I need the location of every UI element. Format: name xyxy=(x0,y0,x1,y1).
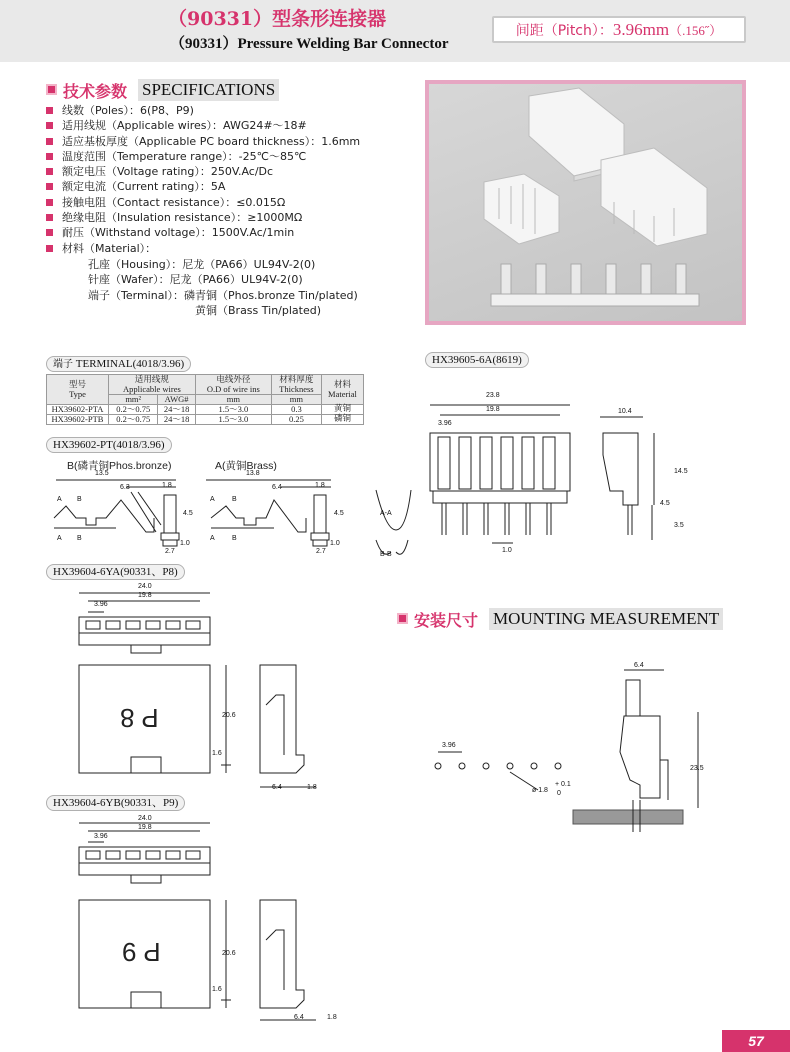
col-material xyxy=(321,375,363,405)
bullet-icon xyxy=(46,168,53,175)
spec-item xyxy=(46,103,426,118)
dim-label: 6.3 xyxy=(120,484,130,491)
subcol-mm2: mm² xyxy=(109,395,158,405)
spec-item xyxy=(46,179,426,194)
housing-mark: P 9 xyxy=(122,937,161,967)
dim-label: 6.4 xyxy=(272,784,282,791)
pitch-mm: 3.96mm xyxy=(612,20,670,39)
pt-label-a: A(黄铜Brass) xyxy=(215,460,277,472)
col-wires-cn: 适用线规 xyxy=(134,375,169,385)
dim-label: 13.5 xyxy=(95,470,109,477)
hx39605-tag: HX39605-6A(8619) xyxy=(425,352,529,368)
spec-text: 额定电流（Current rating）：5A xyxy=(62,180,226,194)
dim-label: 10.4 xyxy=(618,408,632,415)
terminal-pt-drawing xyxy=(46,470,416,565)
cell-type: HX39602-PTB xyxy=(47,415,109,425)
spec-item xyxy=(46,241,426,256)
hx6yb-drawing xyxy=(76,815,336,1025)
dim-label: 2.7 xyxy=(316,548,326,555)
bullet-icon xyxy=(46,245,53,252)
dim-label: 6.4 xyxy=(272,484,282,491)
section-label: A-A xyxy=(380,510,392,517)
page-title-en: （90331）Pressure Welding Bar Connector xyxy=(170,36,449,52)
dim-label: 1.8 xyxy=(307,784,317,791)
col-thickness-cn: 材料厚度 xyxy=(279,375,314,385)
spec-list xyxy=(46,103,426,256)
dim-label: 24.0 xyxy=(138,815,152,822)
spec-text: 温度范围（Temperature range）：-25℃～85℃ xyxy=(62,149,307,163)
bullet-icon xyxy=(46,183,53,190)
bullet-square-icon xyxy=(397,613,408,624)
spec-text: 适用线规（Applicable wires）：AWG24#～18# xyxy=(62,119,307,133)
connector-photo-icon xyxy=(429,84,742,321)
col-type xyxy=(47,375,109,405)
pt-label-b: B(磷青铜Phos.bronze) xyxy=(67,460,172,472)
dim-label: 4.5 xyxy=(660,500,670,507)
hx39605-drawing xyxy=(428,395,698,565)
dim-label: 3.96 xyxy=(94,833,108,840)
col-thickness xyxy=(271,375,321,395)
spec-text: 额定电压（Voltage rating）：250V.Ac/Dc xyxy=(62,165,274,179)
dim-label: 14.5 xyxy=(674,468,688,475)
spec-item xyxy=(46,164,426,179)
cell-thickness: 0.25 xyxy=(271,415,321,425)
spec-text: 耐压（Withstand voltage）：1500V.Ac/1min xyxy=(62,226,295,240)
dim-label: 20.6 xyxy=(222,712,236,719)
dim-label: 1.8 xyxy=(327,1014,337,1021)
dim-label: 3.5 xyxy=(674,522,684,529)
terminal-table xyxy=(46,374,364,425)
spec-item xyxy=(46,225,426,240)
bullet-icon xyxy=(46,229,53,236)
dim-label: 3.96 xyxy=(438,420,452,427)
specs-heading-cn: 技术参数 xyxy=(63,82,128,101)
table-row xyxy=(47,405,364,415)
subcol-mm: mm xyxy=(271,395,321,405)
hx6ya-tag: HX39604-6YA(90331、P8) xyxy=(46,564,185,580)
dim-label: 1.0 xyxy=(180,540,190,547)
col-material-cn: 材料 xyxy=(333,380,351,390)
cell-type: HX39602-PTA xyxy=(47,405,109,415)
specs-heading xyxy=(46,79,306,101)
hx6yb-tag: HX39604-6YB(90331、P9) xyxy=(46,795,185,811)
mounting-heading-cn: 安装尺寸 xyxy=(414,611,479,630)
col-od-cn: 电线外径 xyxy=(216,375,251,385)
col-od-en: O.D of wire ins xyxy=(206,384,260,394)
dim-label: 6.4 xyxy=(294,1014,304,1021)
bullet-icon xyxy=(46,153,53,160)
spec-item xyxy=(46,134,426,149)
dim-label: 1.8 xyxy=(162,482,172,489)
cell-od: 1.5～3.0 xyxy=(195,405,271,415)
dim-label: 19.8 xyxy=(138,592,152,599)
col-type-en: Type xyxy=(69,389,86,399)
page-number: 57 xyxy=(722,1030,790,1052)
section-mark: A xyxy=(57,535,62,542)
col-thickness-en: Thickness xyxy=(279,384,314,394)
col-wires xyxy=(109,375,196,395)
dim-label: 13.8 xyxy=(246,470,260,477)
section-mark: B xyxy=(77,496,82,503)
page-title-cn: （90331）型条形连接器 xyxy=(168,8,387,30)
section-mark: B xyxy=(232,535,237,542)
cell-awg: 24～18 xyxy=(158,405,195,415)
dim-label: 0 xyxy=(557,790,561,797)
subcol-mm: mm xyxy=(195,395,271,405)
dim-label: 24.0 xyxy=(138,583,152,590)
spec-text: 材料（Material）： xyxy=(62,241,157,255)
bullet-icon xyxy=(46,107,53,114)
dim-label: 4.5 xyxy=(334,510,344,517)
section-mark: A xyxy=(210,496,215,503)
section-mark: B xyxy=(77,535,82,542)
dim-label: ø 1.8 xyxy=(532,787,548,794)
bullet-icon xyxy=(46,199,53,206)
spec-item xyxy=(46,210,426,225)
dim-label: 3.96 xyxy=(94,601,108,608)
specs-heading-en: SPECIFICATIONS xyxy=(138,79,279,101)
section-mark: B xyxy=(232,496,237,503)
dim-label: 1.0 xyxy=(502,547,512,554)
material-wafer: 针座（Wafer）：尼龙（PA66）UL94V-2(0) xyxy=(88,273,303,286)
spec-item xyxy=(46,149,426,164)
col-wires-en: Applicable wires xyxy=(122,384,181,394)
spec-item xyxy=(46,118,426,133)
bullet-icon xyxy=(46,122,53,129)
table-header-row xyxy=(47,375,364,395)
material-terminal-alt: 黄铜（Brass Tin/plated) xyxy=(195,304,322,317)
bullet-square-icon xyxy=(46,84,57,95)
dim-label: 2.7 xyxy=(165,548,175,555)
dim-label: + 0.1 xyxy=(555,781,571,788)
product-photo xyxy=(425,80,746,325)
section-mark: A xyxy=(210,535,215,542)
dim-label: 6.4 xyxy=(634,662,644,669)
mounting-heading xyxy=(397,608,742,630)
hx6ya-drawing xyxy=(76,585,336,795)
dim-label: 1.0 xyxy=(330,540,340,547)
spec-text: 线数（Poles）：6(P8、P9) xyxy=(62,104,194,117)
spec-item xyxy=(46,195,426,210)
cell-material: 磷铜 xyxy=(321,415,363,425)
material-housing: 孔座（Housing）：尼龙（PA66）UL94V-2(0) xyxy=(88,258,316,271)
dim-label: 23.8 xyxy=(486,392,500,399)
col-type-cn: 型号 xyxy=(68,380,86,390)
pt-tag: HX39602-PT(4018/3.96) xyxy=(46,437,172,453)
housing-mark: P 8 xyxy=(120,703,159,733)
cell-thickness: 0.3 xyxy=(271,405,321,415)
pitch-box xyxy=(492,16,746,43)
pitch-inch: （.156˝） xyxy=(669,23,723,38)
dim-label: 19.8 xyxy=(486,406,500,413)
col-material-en: Material xyxy=(328,389,357,399)
dim-label: 4.5 xyxy=(183,510,193,517)
section-label: B-B xyxy=(380,551,392,558)
dim-label: 20.6 xyxy=(222,950,236,957)
dim-label: 1.6 xyxy=(212,986,222,993)
dim-label: 23.5 xyxy=(690,765,704,772)
pitch-label: 间距（Pitch）： xyxy=(515,23,613,39)
bullet-icon xyxy=(46,138,53,145)
cell-mm2: 0.2～0.75 xyxy=(109,415,158,425)
table-row xyxy=(47,415,364,425)
terminal-tag-en: TERMINAL(4018/3.96) xyxy=(75,358,185,370)
material-terminal: 端子（Terminal）：磷青铜（Phos.bronze Tin/plated) xyxy=(88,289,358,302)
cell-awg: 24～18 xyxy=(158,415,195,425)
section-mark: A xyxy=(57,496,62,503)
spec-text: 绝缘电阻（Insulation resistance）：≥1000MΩ xyxy=(62,211,303,225)
cell-material: 黄铜 xyxy=(321,405,363,415)
spec-text: 适应基板厚度（Applicable PC board thickness）：1.6mm xyxy=(62,134,361,148)
cell-od: 1.5～3.0 xyxy=(195,415,271,425)
terminal-tag xyxy=(46,356,191,372)
mounting-heading-en: MOUNTING MEASUREMENT xyxy=(489,608,723,630)
subcol-awg: AWG# xyxy=(158,395,195,405)
product-photo-image xyxy=(429,84,742,321)
mounting-drawing xyxy=(428,660,698,835)
spec-text: 接触电阻（Contact resistance）：≤0.015Ω xyxy=(62,195,286,209)
terminal-tag-cn: 端子 xyxy=(53,359,73,370)
dim-label: 19.8 xyxy=(138,824,152,831)
dim-label: 1.6 xyxy=(212,750,222,757)
dim-label: 1.8 xyxy=(315,482,325,489)
dim-label: 3.96 xyxy=(442,742,456,749)
bullet-icon xyxy=(46,214,53,221)
col-od xyxy=(195,375,271,395)
cell-mm2: 0.2～0.75 xyxy=(109,405,158,415)
